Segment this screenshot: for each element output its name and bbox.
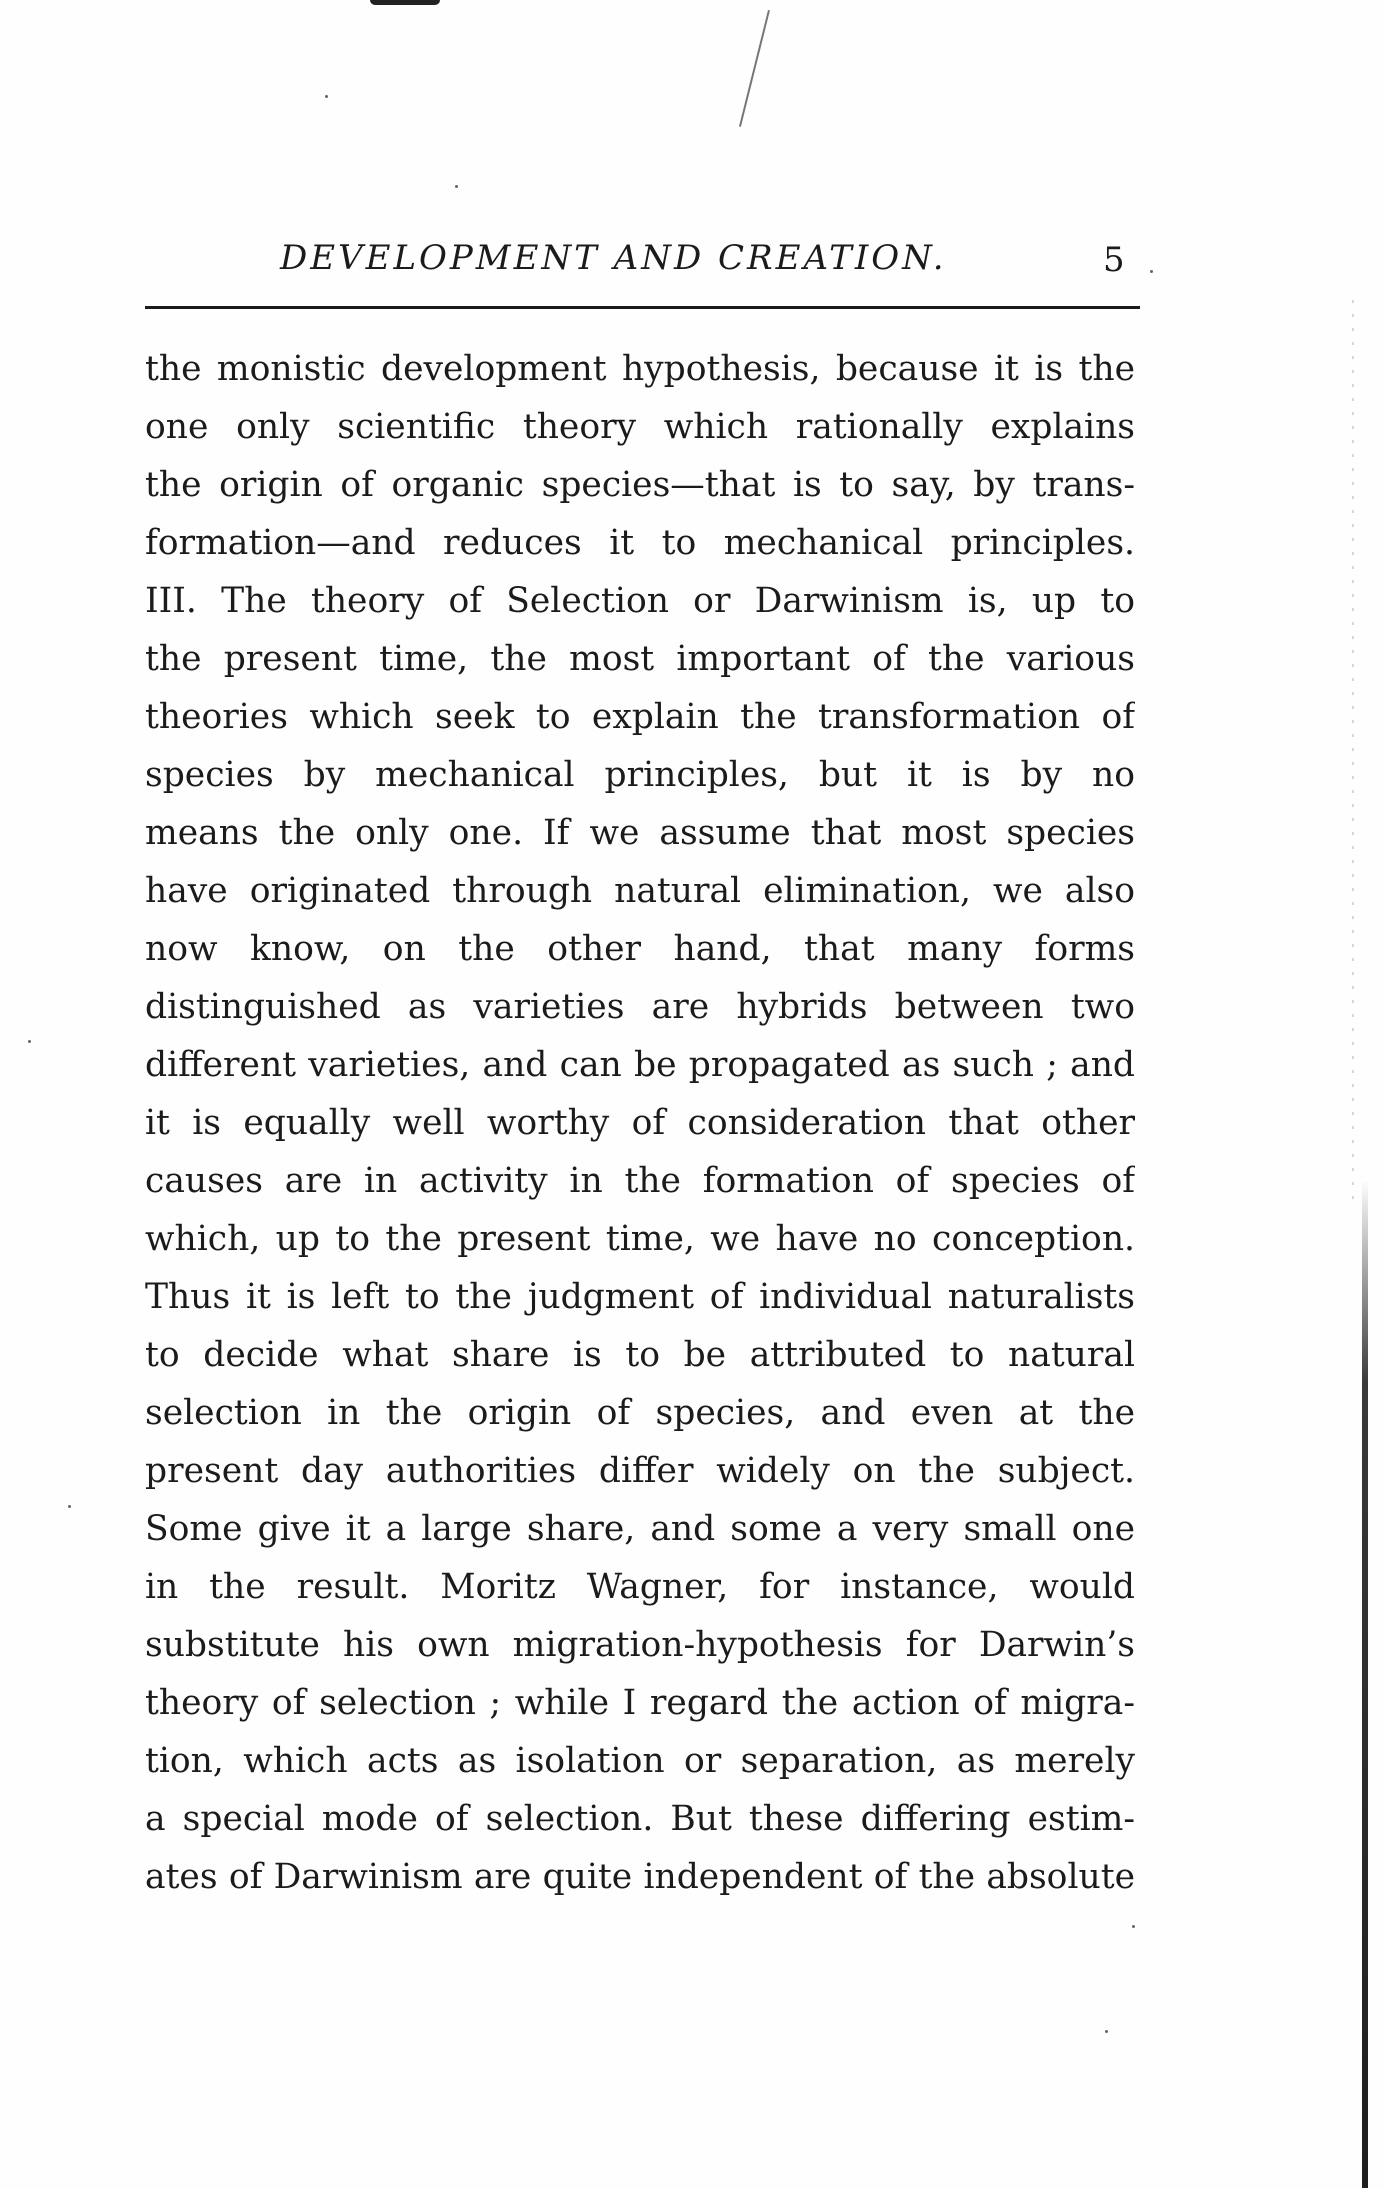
scan-speck (28, 1040, 31, 1043)
text-line: species by mechanical principles, but it is by no (145, 755, 1135, 795)
text-line: the origin of organic species—that is to say, by trans- (145, 465, 1135, 505)
scan-speck (1132, 1925, 1135, 1928)
text-line: which, up to the present time, we have no conception. (145, 1219, 1135, 1259)
scan-edge-right-dots (1352, 300, 1354, 1200)
running-title: DEVELOPMENT AND CREATION. (280, 238, 947, 278)
header-rule (145, 306, 1140, 309)
text-line: a special mode of selection. But these differing estim- (145, 1799, 1135, 1839)
text-line: different varieties, and can be propagated as such ; and (145, 1045, 1135, 1085)
page-number: 5 (1103, 240, 1125, 280)
text-line: the present time, the most important of the various (145, 639, 1135, 679)
text-line: causes are in activity in the formation of species of (145, 1161, 1135, 1201)
scan-speck (325, 95, 328, 98)
text-line: ates of Darwinism are quite independent of the absolute (145, 1857, 1135, 1897)
text-line: now know, on the other hand, that many forms (145, 929, 1135, 969)
text-line: theory of selection ; while I regard the action of migra- (145, 1683, 1135, 1723)
scan-edge-top-mark (370, 0, 440, 5)
text-line: to decide what share is to be attributed to natural (145, 1335, 1135, 1375)
text-line: theories which seek to explain the transformation of (145, 697, 1135, 737)
text-line: substitute his own migration-hypothesis for Darwin’s (145, 1625, 1135, 1665)
text-line: Some give it a large share, and some a very small one (145, 1509, 1135, 1549)
scan-speck (455, 185, 458, 188)
scan-pencil-stroke (739, 10, 770, 127)
text-line: tion, which acts as isolation or separation, as merely (145, 1741, 1135, 1781)
text-line: selection in the origin of species, and even at the (145, 1393, 1135, 1433)
text-line: means the only one. If we assume that most species (145, 813, 1135, 853)
body-text (145, 340, 1135, 1906)
text-line: the monistic development hypothesis, because it is the (145, 349, 1135, 389)
scan-speck (68, 1505, 71, 1508)
text-line: it is equally well worthy of consideration that other (145, 1103, 1135, 1143)
scan-edge-right-shadow (1362, 1180, 1368, 2188)
text-line: one only scientific theory which rationally explains (145, 407, 1135, 447)
running-header (145, 238, 1145, 300)
scan-speck (1105, 2030, 1108, 2033)
text-line: formation—and reduces it to mechanical principles. (145, 523, 1135, 563)
text-line: III. The theory of Selection or Darwinism is, up to (145, 581, 1135, 621)
text-line: present day authorities differ widely on the subject. (145, 1451, 1135, 1491)
text-line: Thus it is left to the judgment of individual naturalists (145, 1277, 1135, 1317)
text-line: have originated through natural elimination, we also (145, 871, 1135, 911)
text-line: in the result. Moritz Wagner, for instance, would (145, 1567, 1135, 1607)
scan-speck (1150, 270, 1153, 273)
text-line: distinguished as varieties are hybrids between two (145, 987, 1135, 1027)
